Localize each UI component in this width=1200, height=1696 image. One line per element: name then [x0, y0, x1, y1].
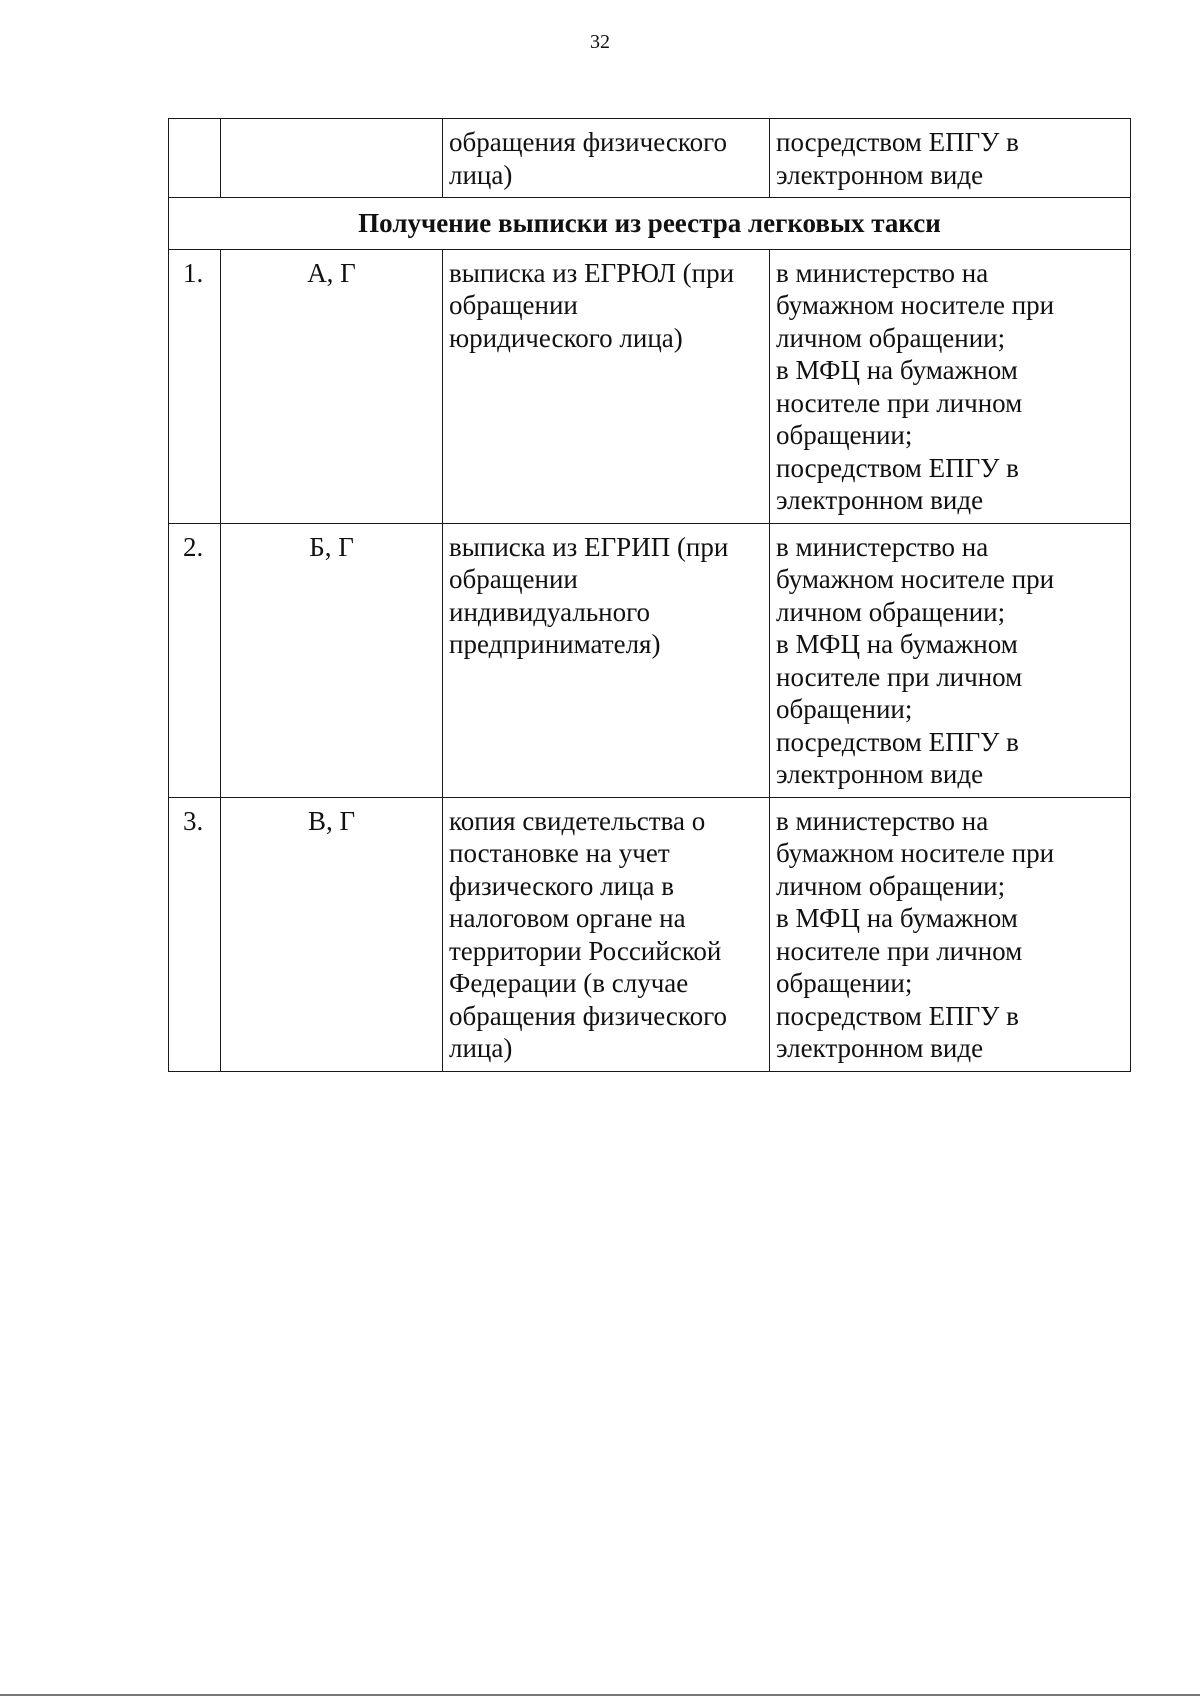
- cell-line: постановке на учет: [449, 838, 670, 868]
- cell-line: носителе при личном: [776, 387, 1023, 418]
- cell-line: посредством ЕПГУ в: [776, 127, 1019, 157]
- number-cell: 2.: [169, 523, 221, 797]
- table-row-continuation: [169, 119, 1131, 198]
- cell-line: обращении: [449, 564, 578, 594]
- cell-line: выписка из ЕГРИП (при: [449, 531, 729, 562]
- document-cell: [443, 249, 770, 523]
- number-cell: 1.: [169, 249, 221, 523]
- method-cell: [770, 797, 1131, 1071]
- cell-line: в министерство на: [776, 531, 989, 562]
- cell-line: копия свидетельства о: [449, 805, 706, 836]
- cell-line: носителе при личном: [776, 661, 1023, 692]
- cell-line: налоговом органе на: [449, 903, 686, 933]
- cell-line: в министерство на: [776, 805, 989, 836]
- codes-cell: В, Г: [221, 797, 443, 1071]
- page-number: 32: [590, 31, 610, 53]
- cell-line: электронном виде: [776, 159, 984, 190]
- cell-line: физического лица в: [449, 870, 675, 901]
- cell-line: посредством ЕПГУ в: [776, 452, 1019, 483]
- cell-line: личном обращении;: [776, 870, 1006, 901]
- cell-line: предпринимателя): [449, 629, 661, 659]
- cell-line: в министерство на: [776, 257, 989, 288]
- cell-line: в МФЦ на бумажном: [776, 355, 1018, 385]
- codes-cell: Б, Г: [221, 523, 443, 797]
- cell-line: обращении;: [776, 420, 913, 450]
- number-cell: [169, 119, 221, 198]
- cell-line: территории Российской: [449, 935, 722, 966]
- cell-line: электронном виде: [776, 759, 984, 789]
- document-cell: [443, 523, 770, 797]
- cell-line: в МФЦ на бумажном: [776, 903, 1018, 933]
- table-row: [169, 797, 1131, 1071]
- cell-line: Федерации (в случае: [449, 968, 689, 998]
- method-cell: [770, 523, 1131, 797]
- cell-line: обращении;: [776, 694, 913, 724]
- cell-line: обращении: [449, 290, 578, 320]
- number-cell: 3.: [169, 797, 221, 1071]
- codes-cell: [221, 119, 443, 198]
- cell-line: личном обращении;: [776, 322, 1006, 353]
- cell-line: бумажном носителе при: [776, 290, 1055, 320]
- cell-line: личном обращении;: [776, 596, 1006, 627]
- method-cell: [770, 119, 1131, 198]
- cell-line: электронном виде: [776, 1033, 984, 1063]
- codes-cell: А, Г: [221, 249, 443, 523]
- cell-line: юридического лица): [449, 322, 683, 353]
- cell-line: носителе при личном: [776, 935, 1023, 966]
- method-cell: [770, 249, 1131, 523]
- cell-line: посредством ЕПГУ в: [776, 726, 1019, 757]
- cell-line: посредством ЕПГУ в: [776, 1000, 1019, 1031]
- cell-line: индивидуального: [449, 596, 651, 627]
- cell-line: бумажном носителе при: [776, 564, 1055, 594]
- documents-table: [168, 118, 1131, 1072]
- cell-line: бумажном носителе при: [776, 838, 1055, 868]
- document-cell: [443, 119, 770, 198]
- cell-line: обращения физического: [449, 127, 727, 157]
- cell-line: в МФЦ на бумажном: [776, 629, 1018, 659]
- section-title: Получение выписки из реестра легковых такси: [169, 198, 1131, 250]
- cell-line: обращении;: [776, 968, 913, 998]
- cell-line: лица): [449, 159, 513, 190]
- table-row-section: [169, 198, 1131, 250]
- table-row: [169, 249, 1131, 523]
- table-row: [169, 523, 1131, 797]
- cell-line: электронном виде: [776, 485, 984, 515]
- cell-line: лица): [449, 1033, 513, 1063]
- cell-line: выписка из ЕГРЮЛ (при: [449, 257, 735, 288]
- document-cell: [443, 797, 770, 1071]
- cell-line: обращения физического: [449, 1000, 727, 1031]
